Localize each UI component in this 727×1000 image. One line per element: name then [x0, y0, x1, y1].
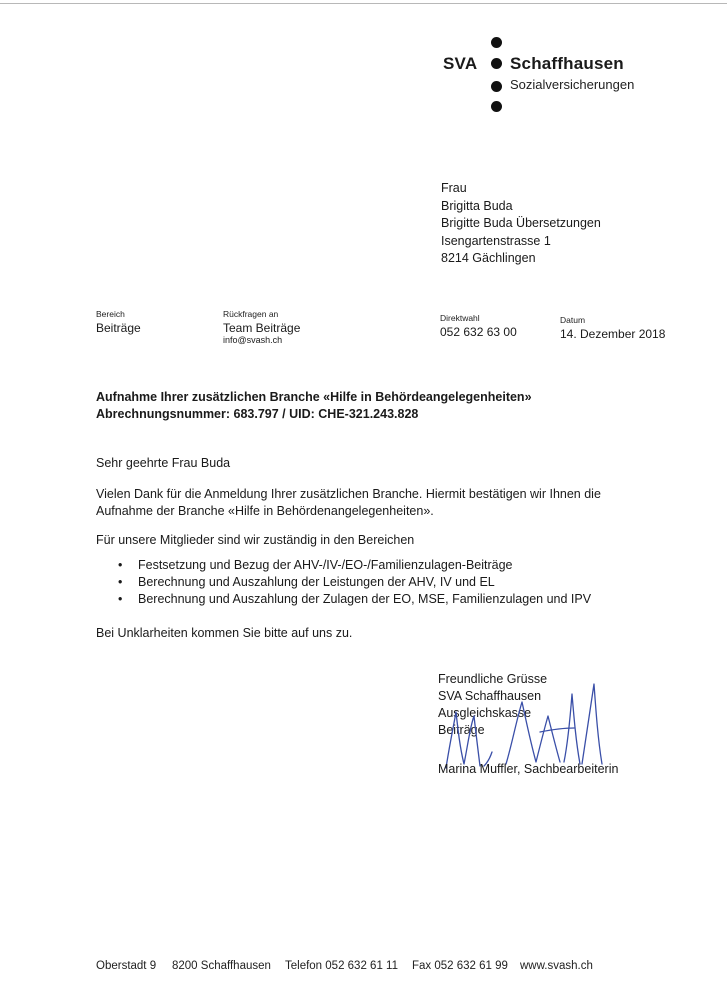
subject-line: Aufnahme Ihrer zusätzlichen Branche «Hilfe in Behördeangelegenheiten» [96, 390, 532, 404]
logo-name: Schaffhausen [510, 54, 624, 73]
meta-value: 052 632 63 00 [440, 325, 517, 339]
recipient-line: Brigitte Buda Übersetzungen [441, 216, 601, 230]
footer-website: www.svash.ch [520, 960, 593, 972]
body-paragraph-line: Vielen Dank für die Anmeldung Ihrer zusätzlichen Branche. Hiermit bestätigen wir Ihnen die [96, 487, 601, 501]
subject-reference: Abrechnungsnummer: 683.797 / UID: CHE-321.243.828 [96, 407, 419, 421]
meta-label: Rückfragen an [223, 309, 279, 319]
logo [440, 32, 660, 122]
recipient-address [441, 180, 601, 268]
closing-line: Beiträge [438, 723, 485, 737]
meta-datum [560, 315, 665, 341]
footer-phone: Telefon 052 632 61 11 [285, 960, 398, 972]
footer-city: 8200 Schaffhausen [172, 960, 271, 972]
meta-value: Team Beiträge [223, 321, 301, 335]
salutation: Sehr geehrte Frau Buda [96, 456, 231, 470]
meta-label: Bereich [96, 309, 125, 319]
logo-dot-middle [491, 58, 502, 69]
recipient-line: Isengartenstrasse 1 [441, 233, 551, 248]
closing-line: Ausgleichskasse [438, 706, 532, 720]
handwritten-signature [440, 672, 610, 772]
signer-name: Marina Muffler, Sachbearbeiterin [438, 762, 619, 776]
meta-value: 14. Dezember 2018 [560, 327, 666, 341]
logo-dot-top [491, 37, 502, 48]
body-paragraph: Bei Unklarheiten kommen Sie bitte auf uns zu. [96, 626, 353, 640]
meta-value: Beiträge [96, 321, 141, 335]
meta-rueckfragen [223, 309, 300, 345]
logo-subtitle: Sozialversicherungen [510, 77, 635, 92]
footer-fax: Fax 052 632 61 99 [412, 960, 508, 972]
list-item: • Berechnung und Auszahlung der Zulagen der EO, MSE, Familienzulagen und IPV [118, 591, 591, 608]
closing-line: SVA Schaffhausen [438, 689, 542, 703]
logo-dot-bottom [491, 101, 502, 112]
recipient-line: Frau [441, 181, 467, 195]
meta-label: Direktwahl [440, 313, 480, 323]
recipient-line: 8214 Gächlingen [441, 251, 536, 265]
meta-label: Datum [560, 315, 586, 325]
list-item: • Berechnung und Auszahlung der Leistungen der AHV, IV und EL [118, 574, 591, 591]
body-paragraph [96, 486, 656, 520]
meta-bereich [96, 309, 141, 335]
meta-email: info@svash.ch [223, 335, 283, 345]
meta-direktwahl [440, 313, 517, 339]
closing-line: Freundliche Grüsse [438, 672, 548, 686]
list-item: • Festsetzung und Bezug der AHV-/IV-/EO-/Familienzulagen-Beiträge [118, 557, 591, 574]
body-paragraph-line: Aufnahme der Branche «Hilfe in Behördenangelegenheiten». [96, 504, 434, 518]
logo-brand: SVA [443, 54, 478, 73]
logo-dot-lower [491, 81, 502, 92]
bullet-list [118, 557, 591, 608]
letter-subject [96, 389, 532, 423]
scan-top-edge [0, 3, 727, 4]
footer-street: Oberstadt 9 [96, 960, 157, 972]
body-paragraph: Für unsere Mitglieder sind wir zuständig in den Bereichen [96, 533, 415, 547]
recipient-line: Brigitta Buda [441, 198, 513, 213]
